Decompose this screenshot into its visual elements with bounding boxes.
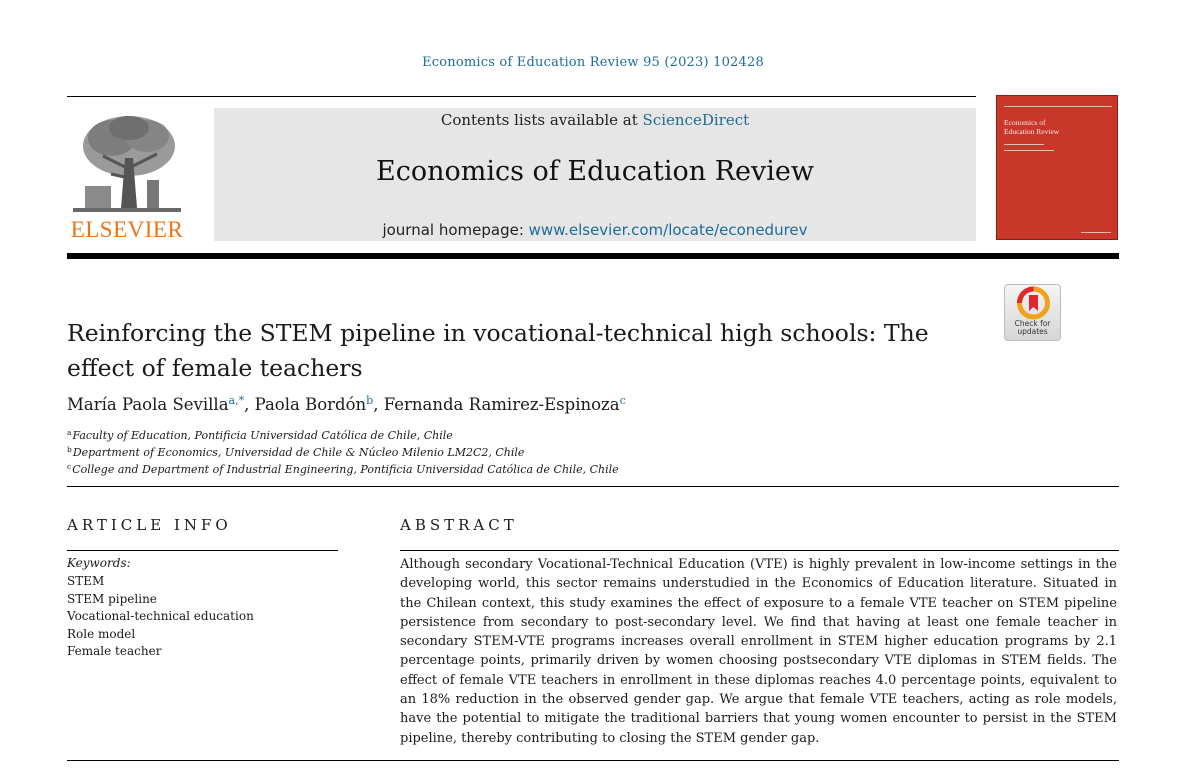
cover-rule [1004, 106, 1112, 107]
affiliation-item [67, 428, 967, 442]
sciencedirect-link[interactable]: ScienceDirect [642, 111, 750, 129]
journal-title: Economics of Education Review [376, 156, 814, 187]
abstract-text: Although secondary Vocational-Technical Education (VTE) is highly prevalent in low-income settings in the developing world, this sector remains understudied in the Economics of Education literature. Situated in the Chilean context, this study examines the effect of exposure to a female VTE teacher on STEM pipeline persistence from secondary to post-secondary level. We find that having at least one female teacher in secondary STEM-VTE programs increases overall enrollment in STEM higher education programs by 2.1 percentage points, primarily driven by women choosing postsecondary VTE diplomas in STEM fields. The effect of female VTE teachers in enrollment in these diplomas reaches 4.0 percentage points, equivalent to an 18% reduction in the observed gender gap. We argue that female VTE teachers, acting as role models, have the potential to mitigate the traditional barriers that young women encounter to persist in the STEM pipeline, thereby contributing to closing the STEM gender gap. [400, 557, 1117, 746]
author-affiliation-mark[interactable]: a,* [228, 394, 245, 407]
article-title: Reinforcing the STEM pipeline in vocational-technical high schools: The effect of female teachers [67, 319, 929, 382]
author-name[interactable]: María Paola Sevilla [67, 395, 229, 414]
cover-title-line2: Education Review [1004, 127, 1060, 136]
contents-line [214, 111, 976, 129]
article-info-rule [67, 550, 338, 551]
keyword-item[interactable]: Role model [67, 626, 136, 641]
homepage-link[interactable]: www.elsevier.com/locate/econedurev [528, 221, 808, 239]
abstract-rule [400, 550, 1119, 551]
journal-cover[interactable] [996, 95, 1118, 240]
keywords-list [67, 573, 254, 661]
keyword-item[interactable]: Vocational-technical education [67, 609, 254, 623]
affiliation-mark: c [67, 462, 72, 471]
journal-citation[interactable]: Economics of Education Review 95 (2023) 102428 [422, 55, 764, 70]
cover-detail-line [1004, 144, 1044, 145]
keyword-item[interactable]: Female teacher [67, 644, 162, 658]
author-name[interactable]: Fernanda Ramirez-Espinoza [383, 395, 620, 414]
author-separator: , [373, 395, 384, 414]
journal-banner [214, 108, 976, 241]
affiliation-mark: a [67, 428, 72, 437]
publisher-wordmark: ELSEVIER [70, 217, 184, 242]
contents-prefix: Contents lists available at [440, 111, 643, 129]
header-thick-rule [67, 253, 1119, 259]
article-info-heading: ARTICLE INFO [67, 516, 232, 534]
affiliation-text: Department of Economics, Universidad de Chile & Núcleo Milenio LM2C2, Chile [72, 446, 525, 459]
affiliation-mark: b [67, 445, 72, 454]
affiliation-text: College and Department of Industrial Engineering, Pontificia Universidad Católica de Chile, Chile [72, 463, 619, 476]
author-list [67, 394, 1067, 414]
author-affiliation-mark[interactable]: b [366, 394, 374, 407]
affiliation-item [67, 445, 967, 459]
check-for-updates-button[interactable] [1004, 284, 1061, 341]
author-name[interactable]: Paola Bordón [254, 395, 367, 414]
crossmark-line1: Check for [1014, 319, 1051, 328]
homepage-prefix: journal homepage: [382, 221, 529, 239]
publisher-logo[interactable] [67, 108, 187, 242]
keyword-item[interactable]: STEM pipeline [67, 591, 157, 606]
homepage-line [214, 221, 976, 239]
crossmark-line2: updates [1017, 327, 1048, 336]
cover-footer-line [1081, 232, 1111, 233]
cover-detail-line [1004, 150, 1054, 151]
affiliation-item [67, 462, 967, 476]
keyword-item[interactable]: STEM [67, 574, 105, 588]
abstract-heading: ABSTRACT [400, 516, 518, 534]
keywords-label: Keywords: [67, 556, 131, 570]
cover-title [1004, 118, 1112, 136]
section-divider [67, 486, 1119, 487]
affiliation-text: Faculty of Education, Pontificia Universidad Católica de Chile, Chile [72, 429, 453, 442]
bottom-rule [67, 760, 1119, 761]
crossmark-label [1005, 320, 1060, 336]
author-affiliation-mark[interactable]: c [619, 394, 626, 407]
crossmark-icon [1005, 285, 1062, 321]
cover-title-line1: Economics of [1004, 118, 1046, 127]
tree-emblem-icon [67, 108, 187, 220]
top-rule [67, 96, 976, 97]
author-separator: , [244, 395, 255, 414]
